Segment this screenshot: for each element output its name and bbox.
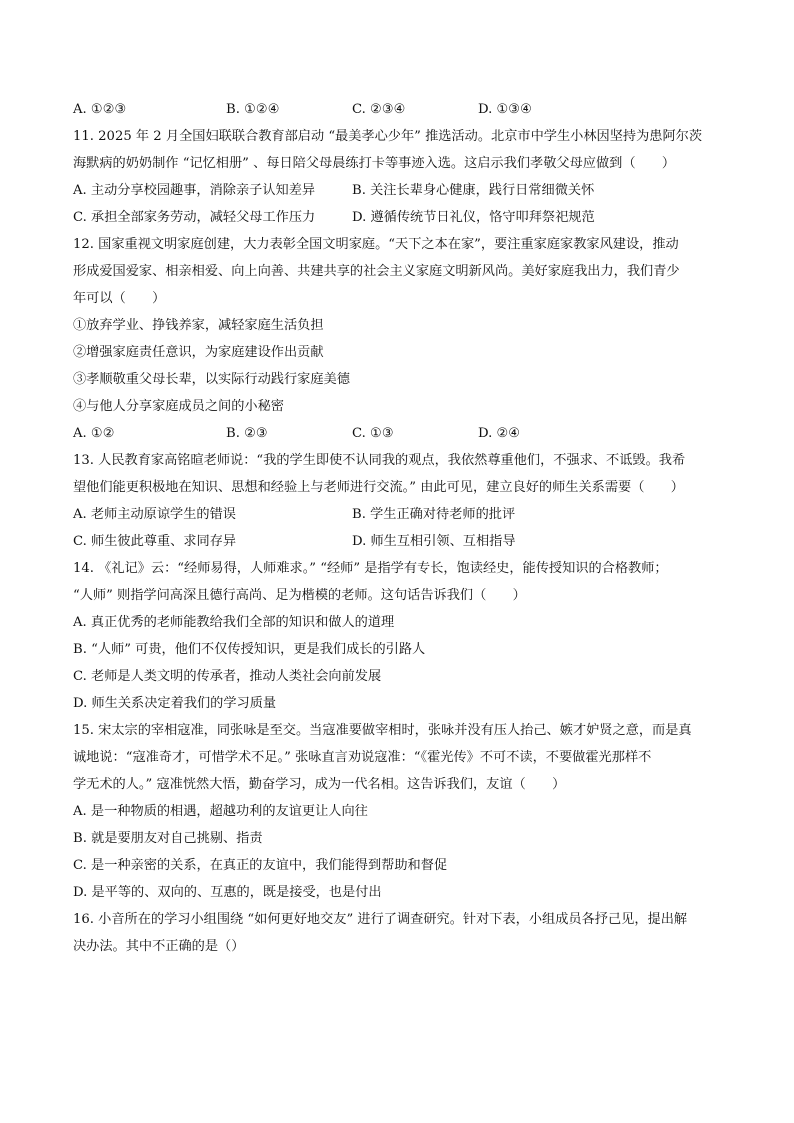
q14-stem-line: “人师” 则指学问高深且德行高尚、足为楷模的老师。这句话告诉我们（ ） [73, 588, 526, 603]
q15-option-c: C. 是一种亲密的关系，在真正的友谊中，我们能得到帮助和督促 [73, 858, 448, 873]
q13-option-c: C. 师生彼此尊重、求同存异 [73, 534, 237, 549]
q10-option-a: A. ①②③ [73, 102, 127, 117]
q13-option-a: A. 老师主动原谅学生的错误 [73, 507, 236, 522]
q11-stem-line: 海默病的奶奶制作 “记忆相册” 、每日陪父母晨练打卡等事迹入选。这启示我们孝敬父母应做到（ ） [73, 156, 676, 171]
q15-option-d: D. 是平等的、双向的、互惠的，既是接受，也是付出 [73, 885, 382, 900]
q11-option-d: D. 遵循传统节日礼仪，恪守叩拜祭祀规范 [352, 210, 595, 225]
q13-option-b: B. 学生正确对待老师的批评 [352, 507, 516, 522]
q13-stem-line: 13. 人民教育家高铭暄老师说：“我的学生即使不认同我的观点，我依然尊重他们，不强求、不诋毁。我希 [73, 453, 686, 468]
q12-stem-line: 12. 国家重视文明家庭创建，大力表彰全国文明家庭。“天下之本在家”，要注重家庭家教家风建设，推动 [73, 237, 679, 252]
q11-option-a: A. 主动分享校园趣事，消除亲子认知差异 [73, 183, 316, 198]
q12-stem-line: 形成爱国爱家、相亲相爱、向上向善、共建共享的社会主义家庭文明新风尚。美好家庭我出力，我们青少 [73, 264, 680, 279]
q10-option-c: C. ②③④ [352, 102, 406, 117]
q12-item-3: ③孝顺敬重父母长辈，以实际行动践行家庭美德 [73, 372, 350, 387]
q11-option-c: C. 承担全部家务劳动，减轻父母工作压力 [73, 210, 316, 225]
q12-option-b: B. ②③ [226, 426, 268, 441]
q12-item-2: ②增强家庭责任意识，为家庭建设作出贡献 [73, 345, 324, 360]
q12-option-c: C. ①③ [352, 426, 394, 441]
q13-stem-line: 望他们能更积极地在知识、思想和经验上与老师进行交流。” 由此可见，建立良好的师生关系需要（ ） [73, 480, 684, 495]
q10-option-d: D. ①③④ [478, 102, 532, 117]
q12-option-a: A. ①② [73, 426, 115, 441]
q16-stem-line: 16. 小音所在的学习小组围绕 “如何更好地交友” 进行了调查研究。针对下表，小组成员各抒己见，提出解 [73, 912, 688, 927]
q12-item-1: ①放弃学业、挣钱养家，减轻家庭生活负担 [73, 318, 324, 333]
q11-stem-line: 11. 2025 年 2 月全国妇联联合教育部启动 “最美孝心少年” 推选活动。北京市中学生小林因坚持为患阿尔茨 [73, 129, 703, 144]
q12-option-d: D. ②④ [478, 426, 521, 441]
q10-option-b: B. ①②④ [226, 102, 280, 117]
q14-option-a: A. 真正优秀的老师能教给我们全部的知识和做人的道理 [73, 615, 395, 630]
q15-stem-line: 诚地说：“寇准奇才，可惜学术不足。” 张咏直言劝说寇准：“《霍光传》不可不读，不要做霍光那样不 [73, 750, 652, 765]
q12-stem-line: 年可以（ ） [73, 291, 166, 306]
q15-stem-line: 15. 宋太宗的宰相寇准，同张咏是至交。当寇准要做宰相时，张咏并没有压人抬己、嫉才妒贤之意，而是真 [73, 723, 692, 738]
q14-option-b: B. “人师” 可贵，他们不仅传授知识，更是我们成长的引路人 [73, 642, 426, 657]
q16-stem-line: 决办法。其中不正确的是（） [73, 939, 245, 954]
q14-stem-line: 14. 《礼记》云：“经师易得，人师难求。” “经师” 是指学有专长，饱读经史，能传授知识的合格教师； [73, 561, 668, 576]
q15-option-a: A. 是一种物质的相遇，超越功利的友谊更让人向往 [73, 804, 368, 819]
q14-option-d: D. 师生关系决定着我们的学习质量 [73, 696, 277, 711]
q13-option-d: D. 师生互相引领、互相指导 [352, 534, 516, 549]
q11-option-b: B. 关注长辈身心健康，践行日常细微关怀 [352, 183, 595, 198]
q15-stem-line: 学无术的人。” 寇准恍然大悟，勤奋学习，成为一代名相。这告诉我们，友谊（ ） [73, 777, 566, 792]
q15-option-b: B. 就是要朋友对自己挑剔、指责 [73, 831, 263, 846]
q14-option-c: C. 老师是人类文明的传承者，推动人类社会向前发展 [73, 669, 382, 684]
q12-item-4: ④与他人分享家庭成员之间的小秘密 [73, 399, 284, 414]
